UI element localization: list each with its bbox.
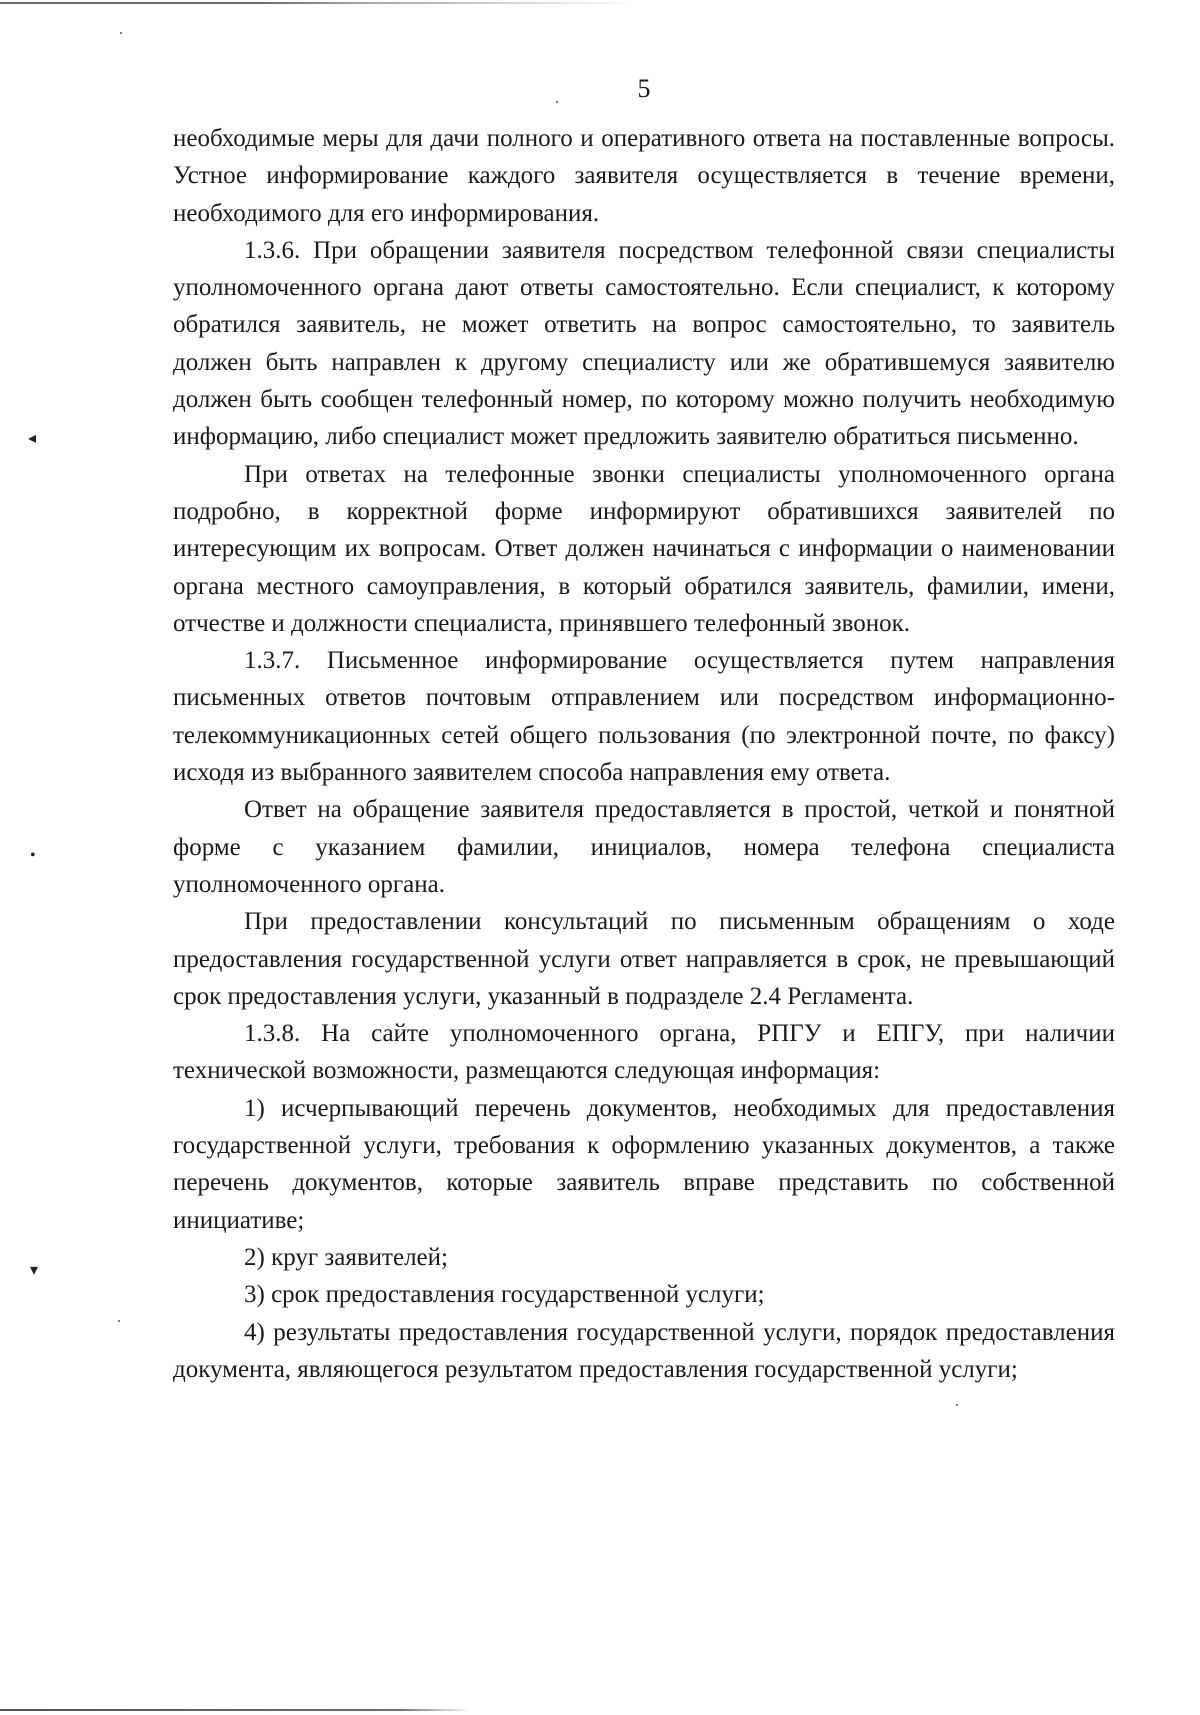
scan-edge-bottom bbox=[0, 1709, 470, 1711]
margin-mark-arrow: ◂ bbox=[28, 430, 37, 447]
scan-speck bbox=[118, 1320, 120, 1322]
list-item: 4) результаты предоставления государственной услуги, порядок предоставления документа, являющегося результатом предоставления государственной услуги; bbox=[173, 1318, 1115, 1383]
margin-mark-dot: • bbox=[30, 847, 36, 864]
scan-speck bbox=[956, 1404, 958, 1406]
paragraph: Ответ на обращение заявителя предоставляется в простой, четкой и понятной форме с указанием фамилии, инициалов, номера телефона специалиста уполномоченного органа. bbox=[173, 796, 1115, 898]
document-body bbox=[173, 120, 1115, 1388]
paragraph: 1.3.7. Письменное информирование осуществляется путем направления письменных ответов почтовым отправлением или посредством информационно-телекоммуникационных сетей общего пользования (по электронной почте, по факсу) исходя из выбранного заявителем способа направления ему ответа. bbox=[173, 647, 1115, 787]
margin-mark-down: ▾ bbox=[30, 1262, 39, 1279]
paragraph: необходимые меры для дачи полного и оперативного ответа на поставленные вопросы. Устное информирование каждого заявителя осуществляется в течение времени, необходимого для его информирования. bbox=[173, 125, 1115, 227]
scan-edge-top bbox=[0, 2, 640, 4]
scan-speck bbox=[556, 101, 558, 103]
list-item: 2) круг заявителей; bbox=[244, 1243, 448, 1271]
paragraph: При предоставлении консультаций по письменным обращениям о ходе предоставления государственной услуги ответ направляется в срок, не превышающий срок предоставления услуги, указанный в подразделе 2.4 Регламента. bbox=[173, 908, 1115, 1010]
scan-speck bbox=[120, 32, 122, 34]
paragraph: 1.3.6. При обращении заявителя посредством телефонной связи специалисты уполномоченного органа дают ответы самостоятельно. Если специалист, к которому обратился заявитель, не может ответить на вопрос самостоятельно, то заявитель должен быть направлен к другому специалисту или же обратившемуся заявителю должен быть сообщен телефонный номер, по которому можно получить необходимую информацию, либо специалист может предложить заявителю обратиться письменно. bbox=[173, 236, 1115, 451]
list-item: 3) срок предоставления государственной услуги; bbox=[244, 1281, 765, 1309]
paragraph: 1.3.8. На сайте уполномоченного органа, РПГУ и ЕПГУ, при наличии технической возможности, размещаются следующая информация: bbox=[173, 1020, 1115, 1085]
page-number: 5 bbox=[637, 74, 651, 103]
paragraph: При ответах на телефонные звонки специалисты уполномоченного органа подробно, в корректной форме информируют обратившихся заявителей по интересующим их вопросам. Ответ должен начинаться с информации о наименовании органа местного самоуправления, в который обратился заявитель, фамилии, имени, отчестве и должности специалиста, принявшего телефонный звонок. bbox=[173, 460, 1115, 637]
list-item: 1) исчерпывающий перечень документов, необходимых для предоставления государственной услуги, требования к оформлению указанных документов, а также перечень документов, которые заявитель вправе представить по собственной инициативе; bbox=[173, 1094, 1115, 1234]
